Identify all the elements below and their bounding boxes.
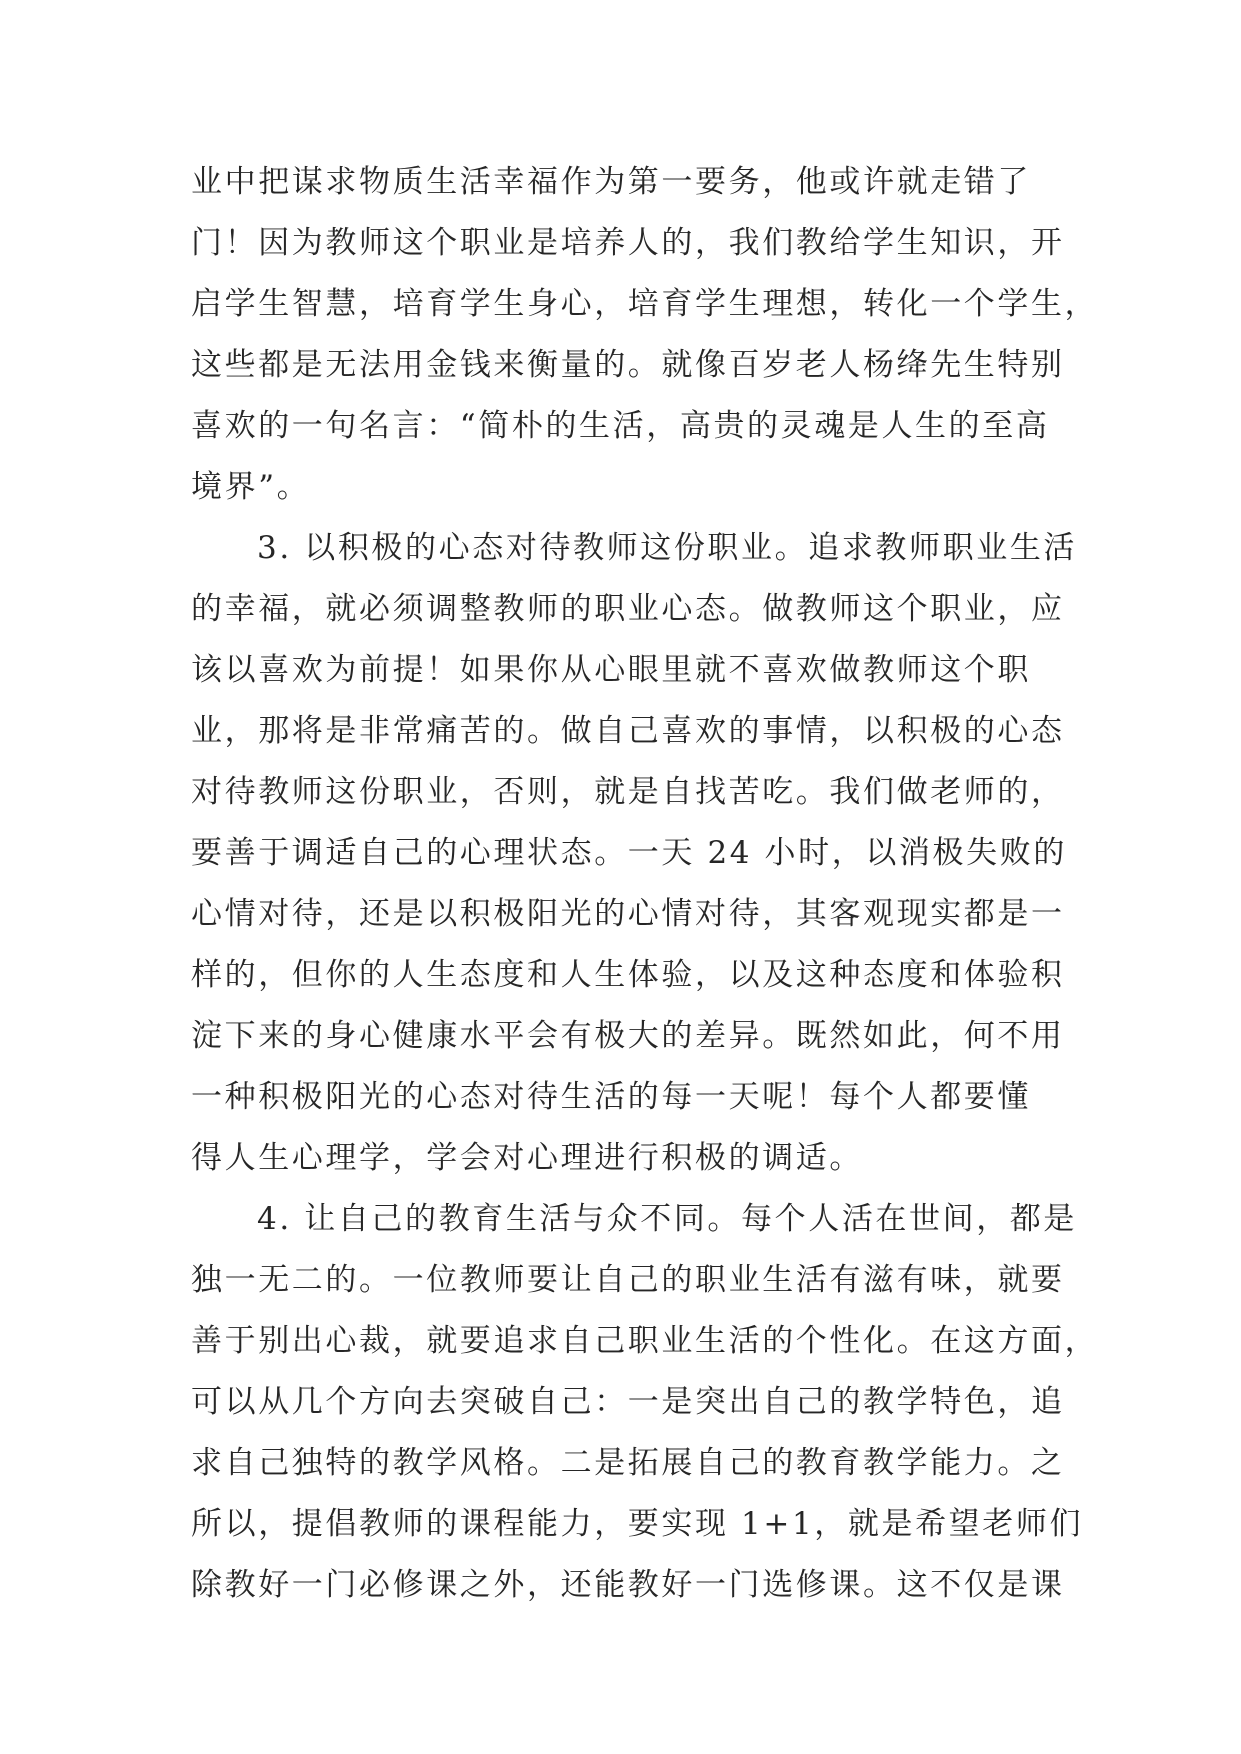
text-line: 门！因为教师这个职业是培养人的，我们教给学生知识，开 bbox=[191, 225, 1065, 261]
text-line: 除教好一门必修课之外，还能教好一门选修课。这不仅是课 bbox=[191, 1567, 1065, 1603]
text-line: 的幸福，就必须调整教师的职业心态。做教师这个职业，应 bbox=[191, 591, 1065, 627]
text-line: 该以喜欢为前提！如果你从心眼里就不喜欢做教师这个职 bbox=[191, 652, 1031, 688]
paragraph-4-start: 4. 让自己的教育生活与众不同。每个人活在世间，都是 bbox=[257, 1201, 1078, 1237]
text-line: 心情对待，还是以积极阳光的心情对待，其客观现实都是一 bbox=[191, 896, 1065, 932]
text-line: 喜欢的一句名言：“简朴的生活，高贵的灵魂是人生的至高 bbox=[191, 408, 1050, 444]
body-text bbox=[191, 152, 1099, 1616]
text-line: 善于别出心裁，就要追求自己职业生活的个性化。在这方面， bbox=[191, 1323, 1099, 1359]
text-line: 启学生智慧，培育学生身心，培育学生理想，转化一个学生， bbox=[191, 286, 1099, 322]
text-line: 要善于调适自己的心理状态。一天 24 小时，以消极失败的 bbox=[191, 835, 1067, 871]
text-line: 淀下来的身心健康水平会有极大的差异。既然如此，何不用 bbox=[191, 1018, 1065, 1054]
paragraph-3-start: 3. 以积极的心态对待教师这份职业。追求教师职业生活 bbox=[257, 530, 1078, 566]
text-line: 求自己独特的教学风格。二是拓展自己的教育教学能力。之 bbox=[191, 1445, 1065, 1481]
text-line: 得人生心理学，学会对心理进行积极的调适。 bbox=[191, 1140, 863, 1176]
text-line: 业，那将是非常痛苦的。做自己喜欢的事情，以积极的心态 bbox=[191, 713, 1065, 749]
text-line: 境界”。 bbox=[191, 469, 311, 505]
text-line: 对待教师这份职业，否则，就是自找苦吃。我们做老师的， bbox=[191, 774, 1065, 810]
text-line: 这些都是无法用金钱来衡量的。就像百岁老人杨绛先生特别 bbox=[191, 347, 1065, 383]
text-line: 独一无二的。一位教师要让自己的职业生活有滋有味，就要 bbox=[191, 1262, 1065, 1298]
text-line: 所以，提倡教师的课程能力，要实现 1+1，就是希望老师们 bbox=[191, 1506, 1084, 1542]
text-line: 业中把谋求物质生活幸福作为第一要务，他或许就走错了 bbox=[191, 164, 1031, 200]
text-line: 样的，但你的人生态度和人生体验，以及这种态度和体验积 bbox=[191, 957, 1065, 993]
text-line: 一种积极阳光的心态对待生活的每一天呢！每个人都要懂 bbox=[191, 1079, 1031, 1115]
text-line: 可以从几个方向去突破自己：一是突出自己的教学特色，追 bbox=[191, 1384, 1065, 1420]
